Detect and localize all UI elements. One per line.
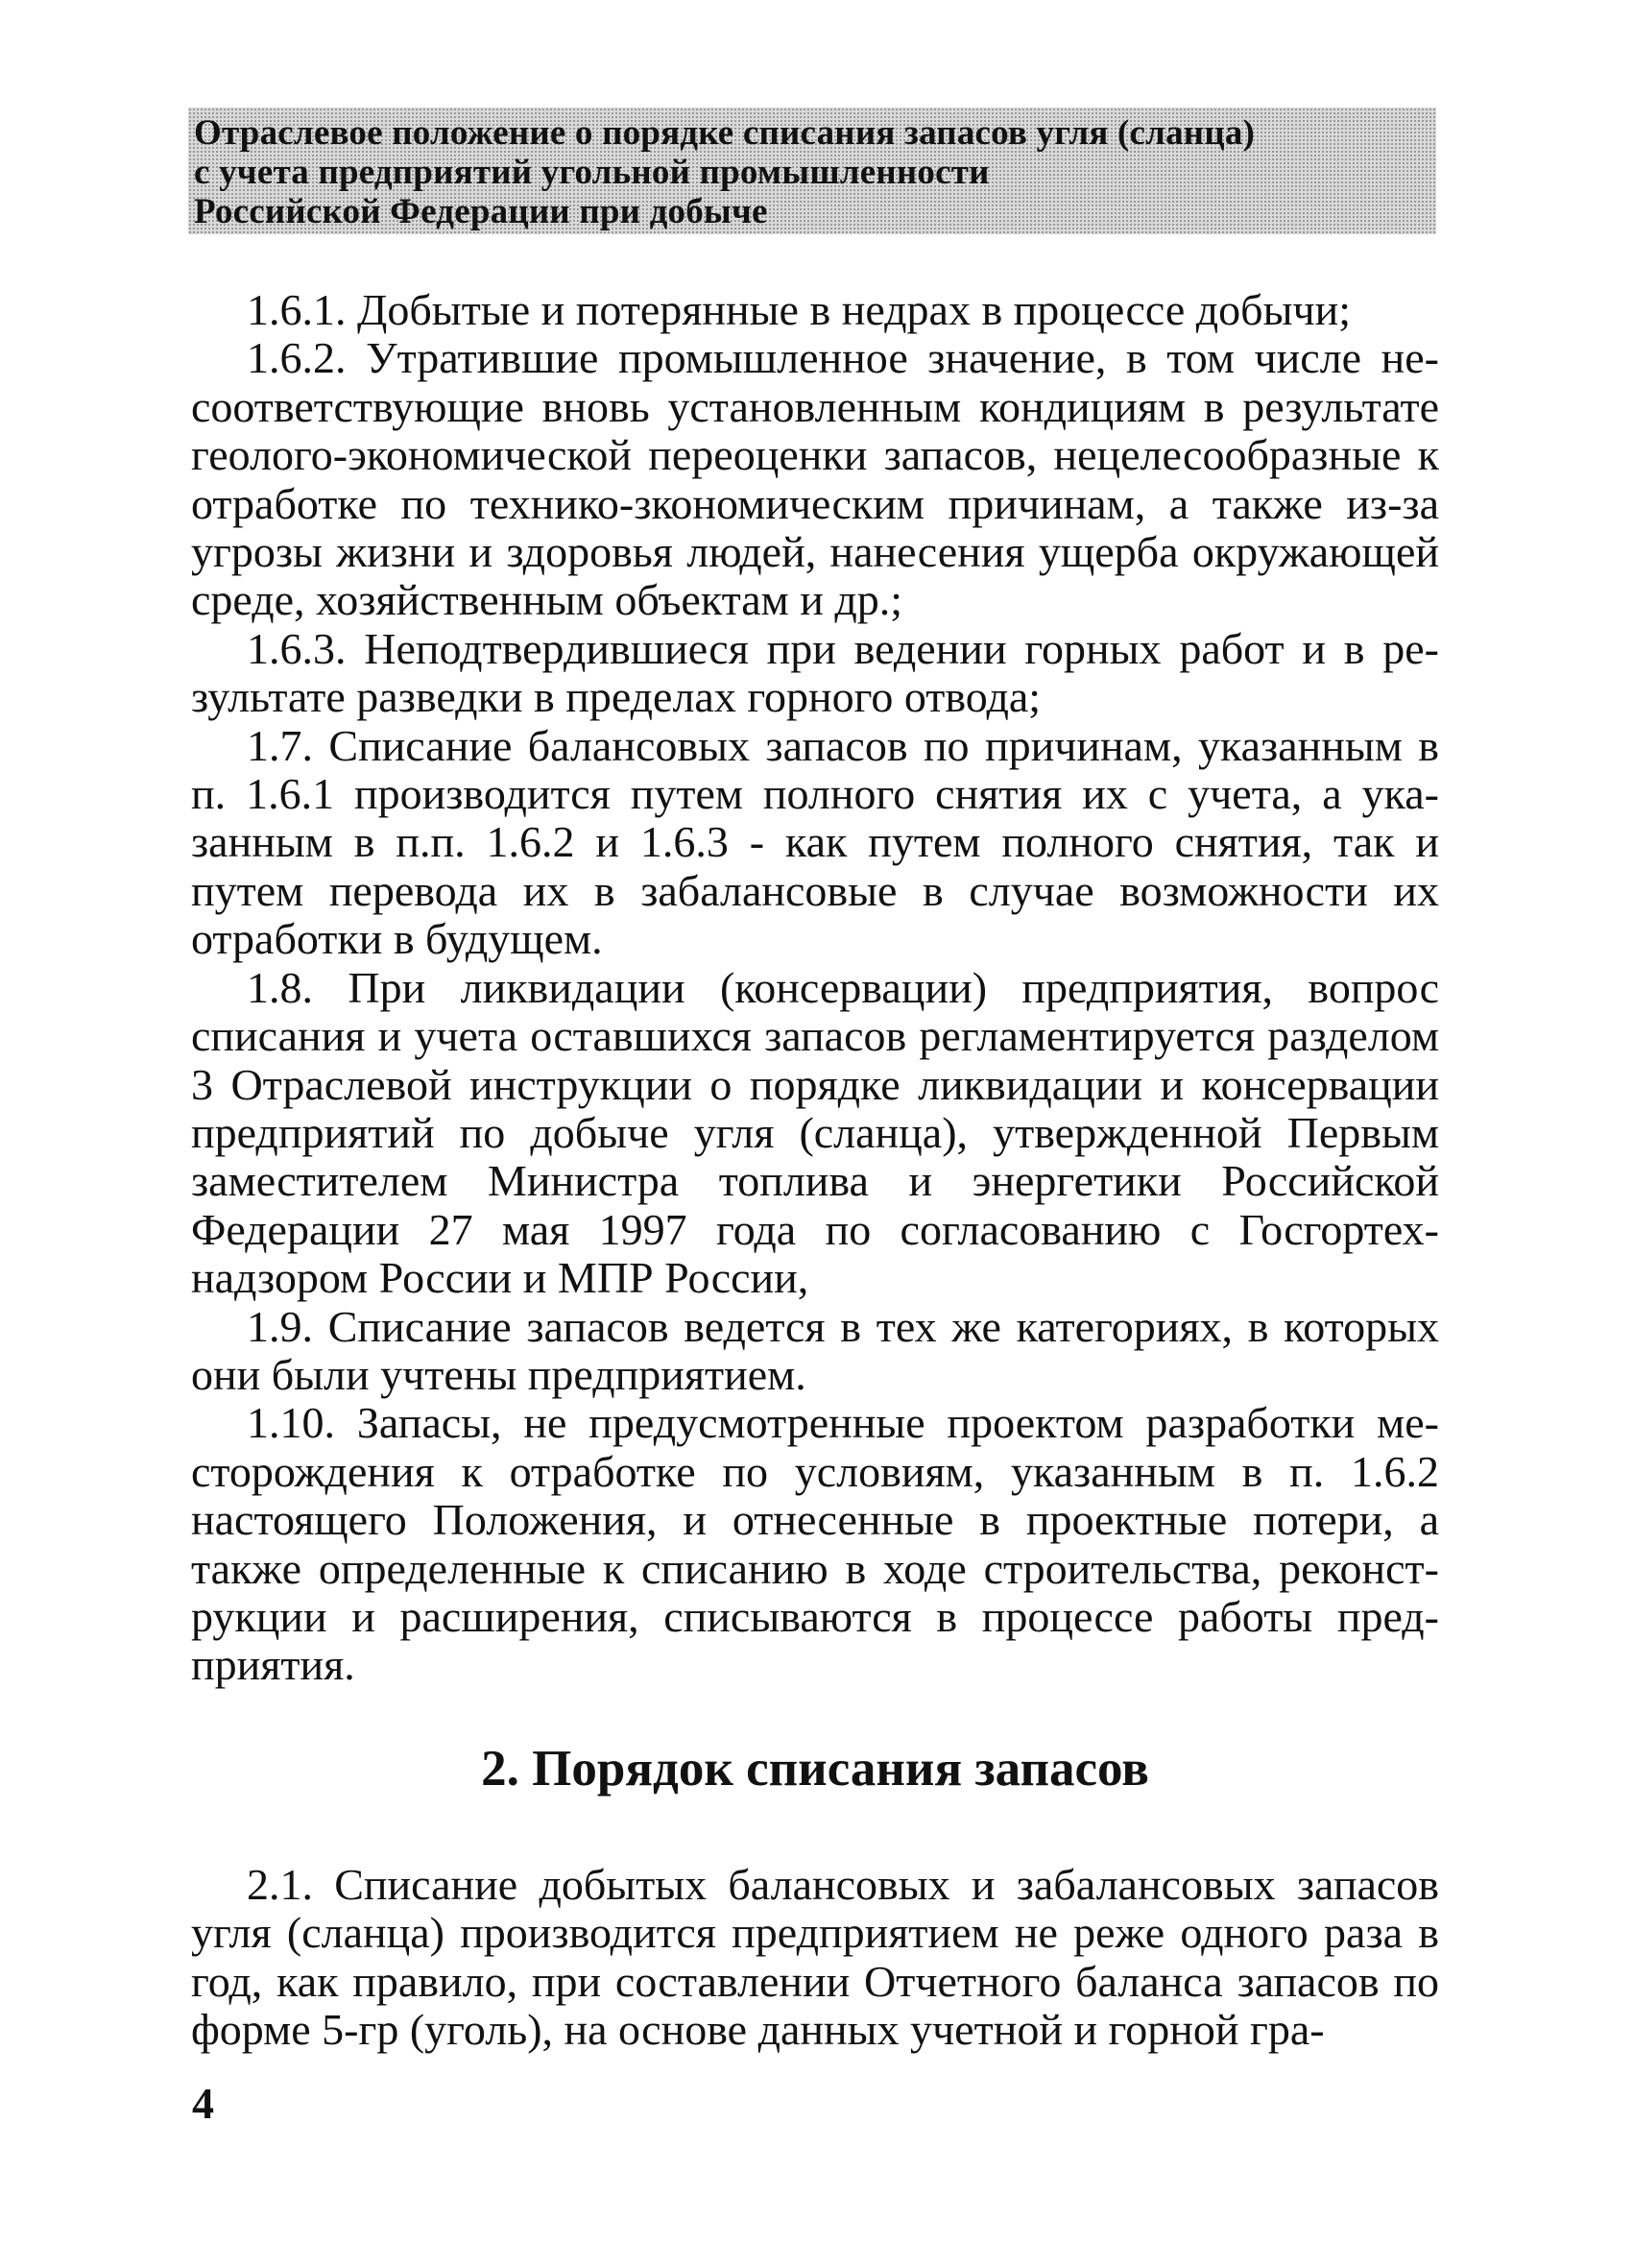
body-text-section-2 (191, 1861, 1439, 2055)
running-header-line: Отраслевое положение о порядке списания запасов угля (сланца) (194, 113, 1256, 153)
paragraph-1-8: 1.8. При ликвидации (консервации) предприятия, вопрос списания и учета оставшихся запасов регламентируется разделом 3 Отраслевой инструкции о порядке ликвидации и консервации предприятий по добыче угля (сланца), утвержденной Первым заместителем Министра топлива и энергетики Российской Федерации 27 мая 1997 года по согласованию с Госгортехнадзором России и МПР России, (191, 962, 1439, 1303)
paragraph-1-6-1: 1.6.1. Добытые и потерянные в недрах в процессе добычи; (247, 285, 1352, 334)
paragraph-1-6-2: 1.6.2. Утратившие промышленное значение, в том числе несоответствующие вновь установленным кондициям в результате геолого-экономической переоценки запасов, нецелесообразные к отработке по технико-зкономическим причинам, а также из-за угрозы жизни и здоровья людей, нанесения ущерба окружающей среде, хозяйственным объектам и др.; (191, 333, 1439, 625)
page-number: 4 (192, 2079, 214, 2128)
paragraph-1-9: 1.9. Списание запасов ведется в тех же категориях, в которых они были учтены предприятием. (191, 1301, 1439, 1399)
paragraph-1-7: 1.7. Списание балансовых запасов по причинам, указанным в п. 1.6.1 производится путем полного снятия их с учета, а указанным в п.п. 1.6.2 и 1.6.3 - как путем полного снятия, так и путем перевода их в забалансовые в случае возможности их отработки в будущем. (191, 720, 1439, 964)
running-header-line: Российской Федерации при добыче (194, 192, 768, 231)
paragraph-2-1: 2.1. Списание добытых балансовых и забалансовых запасов угля (сланца) производится предприятием не реже одного раза в год, как правило, при составлении Отчетного баланса запасов по форме 5-гр (уголь), на основе данных учетной и горной гра- (191, 1860, 1439, 2055)
paragraph-1-10: 1.10. Запасы, не предусмотренные проектом разработки месторождения к отработке по условиям, указанным в п. 1.6.2 настоящего Положения, и отнесенные в проектные потери, а также определенные к списанию в ходе строительства, реконструкции и расширения, списываются в процессе работы предприятия. (191, 1398, 1439, 1690)
running-header (188, 108, 1436, 234)
section-heading: 2. Порядок списания запасов (481, 1741, 1149, 1797)
running-header-line: с учета предприятий угольной промышленности (194, 153, 990, 192)
paragraph-1-6-3: 1.6.3. Неподтвердившиеся при ведении горных работ и в результате разведки в пределах горного отвода; (191, 623, 1439, 722)
body-text-section-1 (191, 286, 1439, 1690)
